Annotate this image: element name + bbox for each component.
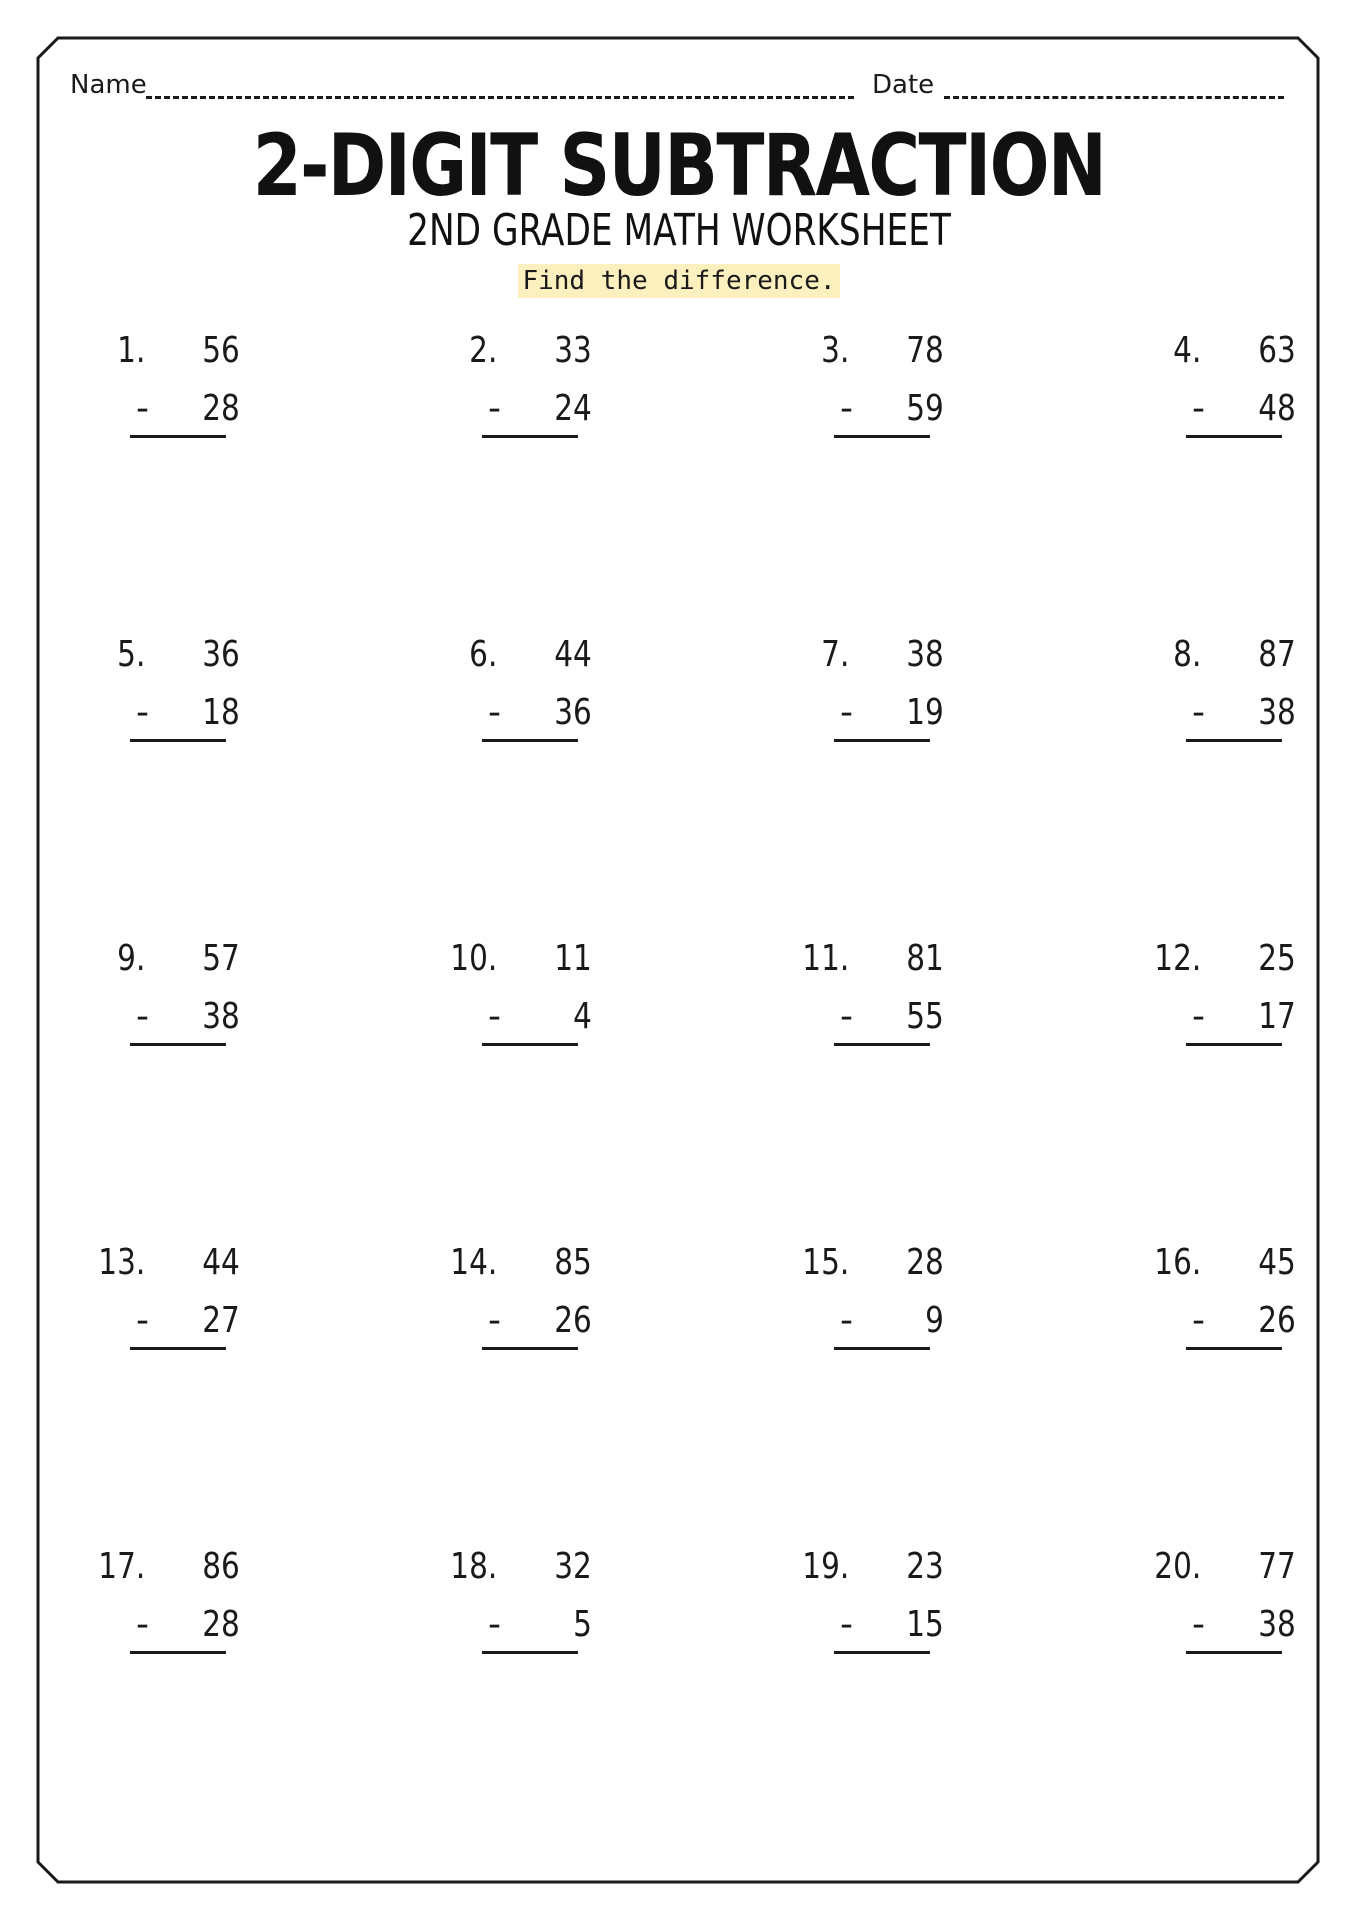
subtrahend: 15 [906, 1604, 944, 1645]
answer-line[interactable] [130, 739, 226, 742]
minus-sign: - [1192, 692, 1205, 733]
problem-2 [432, 329, 612, 449]
minuend: 63 [1258, 330, 1296, 371]
answer-line[interactable] [1186, 1043, 1282, 1046]
instruction-text: Find the difference. [518, 264, 839, 298]
subtrahend: 48 [1258, 388, 1296, 429]
minuend: 87 [1258, 634, 1296, 675]
problem-number: 5. [116, 634, 145, 675]
worksheet-title: 2-DIGIT SUBTRACTION [252, 116, 1106, 216]
minuend: 23 [906, 1546, 944, 1587]
problem-17 [80, 1545, 260, 1665]
minus-sign: - [1192, 388, 1205, 429]
name-label: Name [70, 70, 147, 100]
problem-number: 20. [1154, 1546, 1201, 1587]
problem-number: 16. [1154, 1242, 1201, 1283]
problem-number: 11. [802, 938, 849, 979]
minus-sign: - [840, 1604, 853, 1645]
problem-number: 7. [820, 634, 849, 675]
subtrahend: 4 [573, 996, 592, 1037]
problem-16 [1136, 1241, 1316, 1361]
subtrahend: 26 [554, 1300, 592, 1341]
problem-3 [784, 329, 964, 449]
subtrahend: 38 [1258, 692, 1296, 733]
minus-sign: - [840, 692, 853, 733]
problem-1 [80, 329, 260, 449]
minus-sign: - [136, 388, 149, 429]
problem-number: 17. [98, 1546, 145, 1587]
subtrahend: 55 [906, 996, 944, 1037]
problem-number: 10. [450, 938, 497, 979]
date-label: Date [872, 70, 935, 100]
problem-10 [432, 937, 612, 1057]
minuend: 36 [202, 634, 240, 675]
subtrahend: 19 [906, 692, 944, 733]
subtrahend: 5 [573, 1604, 592, 1645]
problem-7 [784, 633, 964, 753]
problem-number: 13. [98, 1242, 145, 1283]
minus-sign: - [840, 996, 853, 1037]
minus-sign: - [1192, 1604, 1205, 1645]
answer-line[interactable] [482, 435, 578, 438]
problem-6 [432, 633, 612, 753]
minuend: 44 [554, 634, 592, 675]
subtrahend: 38 [202, 996, 240, 1037]
name-field-line[interactable] [146, 96, 854, 99]
problem-11 [784, 937, 964, 1057]
minuend: 44 [202, 1242, 240, 1283]
problem-number: 1. [116, 330, 145, 371]
minuend: 11 [554, 938, 592, 979]
problem-number: 6. [468, 634, 497, 675]
minuend: 38 [906, 634, 944, 675]
answer-line[interactable] [130, 1651, 226, 1654]
minus-sign: - [136, 1604, 149, 1645]
minuend: 86 [202, 1546, 240, 1587]
problem-5 [80, 633, 260, 753]
problem-15 [784, 1241, 964, 1361]
problem-number: 2. [468, 330, 497, 371]
answer-line[interactable] [834, 1347, 930, 1350]
problem-number: 18. [450, 1546, 497, 1587]
instruction-row [0, 264, 1358, 298]
worksheet-subtitle: 2ND GRADE MATH WORKSHEET [407, 205, 951, 256]
problem-4 [1136, 329, 1316, 449]
minuend: 78 [906, 330, 944, 371]
minuend: 85 [554, 1242, 592, 1283]
minus-sign: - [488, 996, 501, 1037]
answer-line[interactable] [482, 1651, 578, 1654]
problem-18 [432, 1545, 612, 1665]
problem-9 [80, 937, 260, 1057]
problem-number: 14. [450, 1242, 497, 1283]
subtrahend: 26 [1258, 1300, 1296, 1341]
minus-sign: - [1192, 996, 1205, 1037]
minus-sign: - [488, 1604, 501, 1645]
minuend: 77 [1258, 1546, 1296, 1587]
answer-line[interactable] [482, 739, 578, 742]
minuend: 25 [1258, 938, 1296, 979]
subtrahend: 24 [554, 388, 592, 429]
subtrahend: 9 [925, 1300, 944, 1341]
minuend: 56 [202, 330, 240, 371]
answer-line[interactable] [482, 1347, 578, 1350]
minuend: 45 [1258, 1242, 1296, 1283]
minus-sign: - [136, 1300, 149, 1341]
minus-sign: - [488, 1300, 501, 1341]
problem-20 [1136, 1545, 1316, 1665]
minus-sign: - [136, 692, 149, 733]
problem-number: 15. [802, 1242, 849, 1283]
minus-sign: - [1192, 1300, 1205, 1341]
answer-line[interactable] [130, 1043, 226, 1046]
minuend: 32 [554, 1546, 592, 1587]
problem-number: 9. [116, 938, 145, 979]
date-field-line[interactable] [944, 96, 1284, 99]
problem-number: 4. [1172, 330, 1201, 371]
answer-line[interactable] [1186, 1347, 1282, 1350]
answer-line[interactable] [1186, 1651, 1282, 1654]
minuend: 28 [906, 1242, 944, 1283]
minus-sign: - [488, 692, 501, 733]
problem-number: 3. [820, 330, 849, 371]
problem-number: 19. [802, 1546, 849, 1587]
answer-line[interactable] [834, 1043, 930, 1046]
minus-sign: - [136, 996, 149, 1037]
minuend: 57 [202, 938, 240, 979]
answer-line[interactable] [834, 739, 930, 742]
minus-sign: - [840, 1300, 853, 1341]
subtrahend: 17 [1258, 996, 1296, 1037]
answer-line[interactable] [130, 435, 226, 438]
subtrahend: 36 [554, 692, 592, 733]
subtrahend: 28 [202, 1604, 240, 1645]
answer-line[interactable] [130, 1347, 226, 1350]
minus-sign: - [840, 388, 853, 429]
subtrahend: 38 [1258, 1604, 1296, 1645]
answer-line[interactable] [834, 435, 930, 438]
answer-line[interactable] [834, 1651, 930, 1654]
answer-line[interactable] [1186, 739, 1282, 742]
subtrahend: 27 [202, 1300, 240, 1341]
problem-12 [1136, 937, 1316, 1057]
problem-14 [432, 1241, 612, 1361]
subtrahend: 59 [906, 388, 944, 429]
problem-number: 8. [1172, 634, 1201, 675]
subtrahend: 28 [202, 388, 240, 429]
problem-number: 12. [1154, 938, 1201, 979]
answer-line[interactable] [1186, 435, 1282, 438]
minuend: 81 [906, 938, 944, 979]
problem-13 [80, 1241, 260, 1361]
problem-19 [784, 1545, 964, 1665]
subtrahend: 18 [202, 692, 240, 733]
minus-sign: - [488, 388, 501, 429]
answer-line[interactable] [482, 1043, 578, 1046]
minuend: 33 [554, 330, 592, 371]
problem-8 [1136, 633, 1316, 753]
